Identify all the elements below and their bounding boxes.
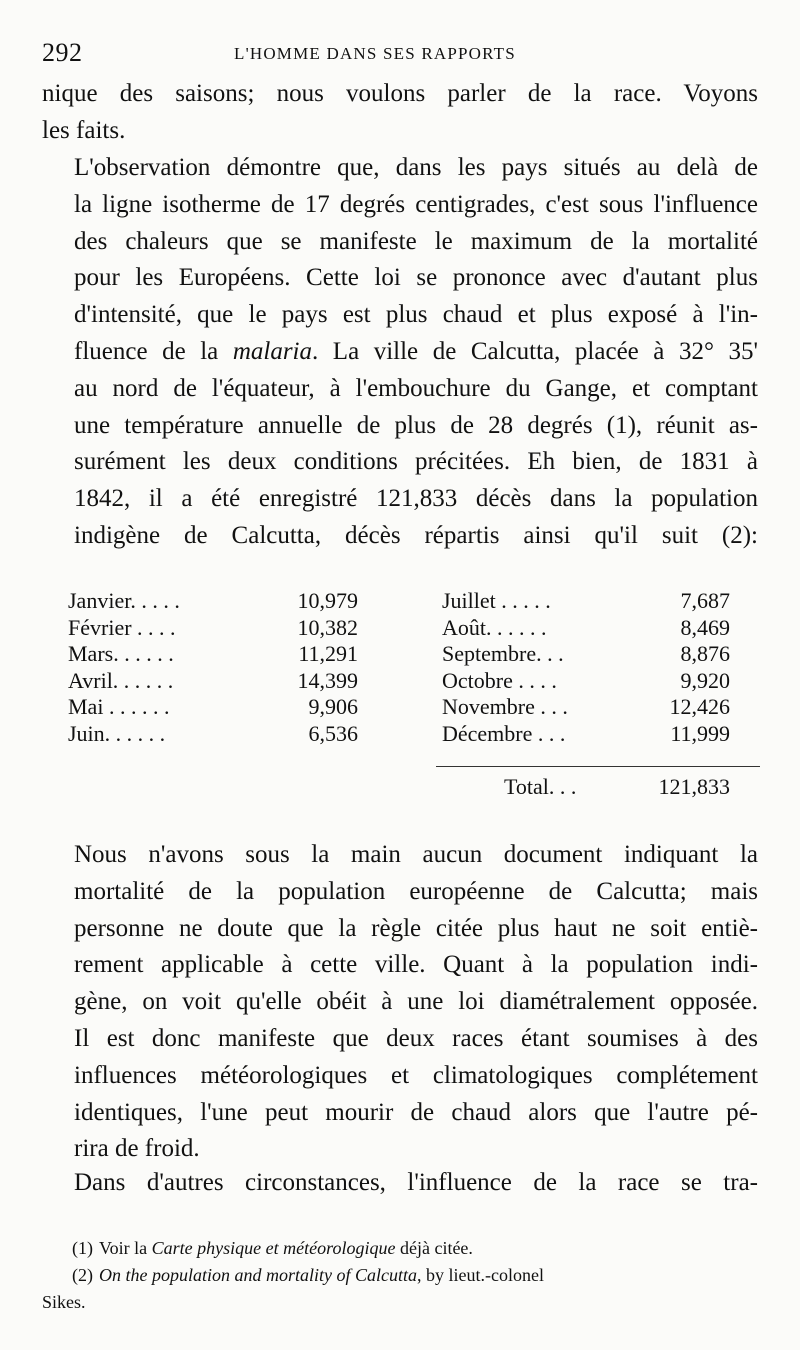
total-value: 121,833 — [658, 774, 730, 799]
text-fragment: . La ville de Calcutta, placée à 32° 35' — [312, 337, 758, 365]
table-row — [68, 641, 730, 668]
death-count: 7,687 — [680, 588, 730, 613]
text-line: nique des saisons; nous voulons parler de la race. Voyons — [42, 80, 758, 107]
text-line: indigène de Calcutta, décès répartis ainsi qu'il suit (2): — [74, 521, 758, 549]
paragraph-2 — [42, 150, 758, 555]
month-label: Décembre . . . — [442, 720, 566, 746]
text-line: pour les Européens. Cette loi se prononce avec d'autant plus — [74, 264, 758, 292]
footnote-text: , by lieut.-colonel — [417, 1265, 544, 1285]
paragraph-4 — [42, 1165, 758, 1202]
table-row — [68, 615, 730, 642]
footnote-2 — [42, 1262, 760, 1289]
death-count: 8,469 — [680, 614, 730, 640]
table-row — [68, 668, 730, 695]
table-row — [68, 694, 730, 721]
month-label: Juillet . . . . . — [442, 588, 551, 613]
paragraph-1 — [42, 76, 758, 150]
text-line-with-italic — [42, 334, 758, 371]
month-label: Septembre. . . — [442, 641, 564, 666]
month-label: Août. . . . . . — [442, 614, 547, 640]
text-line: influences météorologiques et climatologiques complétement — [74, 1061, 758, 1089]
page-number: 292 — [42, 38, 83, 67]
text-line: des chaleurs que se manifeste le maximum de la mortalité — [74, 227, 758, 255]
text-line: identiques, l'une peut mourir de chaud alors que l'autre pé- — [74, 1098, 758, 1126]
footnote-1 — [42, 1235, 760, 1262]
text-line: Dans d'autres circonstances, l'influence de la race se tra- — [74, 1169, 758, 1196]
text-line: la ligne isotherme de 17 degrés centigrades, c'est sous l'influence — [74, 190, 758, 218]
text-line: une température annuelle de plus de 28 degrés (1), réunit as- — [74, 411, 758, 439]
footnote-mark: (2) — [72, 1265, 93, 1285]
paragraph-3 — [42, 837, 758, 1168]
total-label: Total. . . — [504, 774, 577, 799]
total-rule — [436, 766, 760, 767]
text-line: au nord de l'équateur, à l'embouchure du Gange, et comptant — [74, 374, 758, 402]
italic-word: malaria — [232, 337, 313, 365]
text-line: L'observation démontre que, dans les pays situés au delà de — [74, 154, 758, 181]
text-line: mortalité de la population européenne de Calcutta; mais — [74, 877, 758, 905]
death-count: 11,999 — [670, 720, 730, 746]
death-count: 10,979 — [297, 588, 358, 613]
month-label: Mai . . . . . . — [68, 694, 170, 719]
month-label: Mars. . . . . . — [68, 641, 174, 666]
text-line: rement applicable à cette ville. Quant à la population indi- — [74, 951, 758, 979]
text-line: d'intensité, que le pays est plus chaud et plus exposé à l'in- — [74, 301, 758, 329]
footnote-title: On the population and mortality of Calcutta — [99, 1265, 417, 1285]
death-count: 9,906 — [308, 694, 358, 719]
text-line: Nous n'avons sous la main aucun document indiquant la — [74, 841, 758, 868]
month-label: Janvier. . . . . — [68, 588, 180, 613]
death-count: 6,536 — [308, 720, 358, 746]
death-count: 8,876 — [680, 641, 730, 666]
month-label: Avril. . . . . . — [68, 667, 174, 693]
footnote-title: Carte physique et météorologique — [151, 1238, 396, 1258]
page-header — [42, 38, 760, 70]
total-row — [68, 774, 730, 802]
text-line: gène, on voit qu'elle obéit à une loi diamétralement opposée. — [74, 988, 758, 1016]
death-count: 10,382 — [297, 614, 358, 640]
death-count: 14,399 — [297, 667, 358, 693]
month-label: Novembre . . . — [442, 694, 568, 719]
text-line: 1842, il a été enregistré 121,833 décès dans la population — [74, 485, 758, 513]
text-line: surément les deux conditions précitées. Eh bien, de 1831 à — [74, 448, 758, 476]
text-line: Il est donc manifeste que deux races étant soumises à des — [74, 1024, 758, 1052]
table-row — [68, 721, 730, 748]
footnote-mark: (1) — [72, 1238, 93, 1258]
footnote-2-continuation: Sikes. — [42, 1292, 86, 1312]
text-line: les faits. — [42, 116, 126, 144]
text-line: rira de froid. — [74, 1135, 200, 1163]
footnotes — [42, 1235, 760, 1316]
month-label: Juin. . . . . . — [68, 720, 166, 746]
table-row — [68, 588, 730, 615]
text-fragment: fluence de la — [74, 337, 233, 365]
mortality-table — [68, 588, 730, 747]
footnote-text: Voir la — [99, 1238, 152, 1258]
death-count: 11,291 — [298, 641, 358, 666]
footnote-text: déjà citée. — [395, 1238, 473, 1258]
text-line: personne ne doute que la règle citée plus haut ne soit entiè- — [74, 914, 758, 942]
death-count: 9,920 — [680, 667, 730, 693]
running-head: L'HOMME DANS SES RAPPORTS — [234, 44, 516, 63]
month-label: Octobre . . . . — [442, 667, 557, 693]
death-count: 12,426 — [669, 694, 730, 719]
month-label: Février . . . . — [68, 614, 176, 640]
